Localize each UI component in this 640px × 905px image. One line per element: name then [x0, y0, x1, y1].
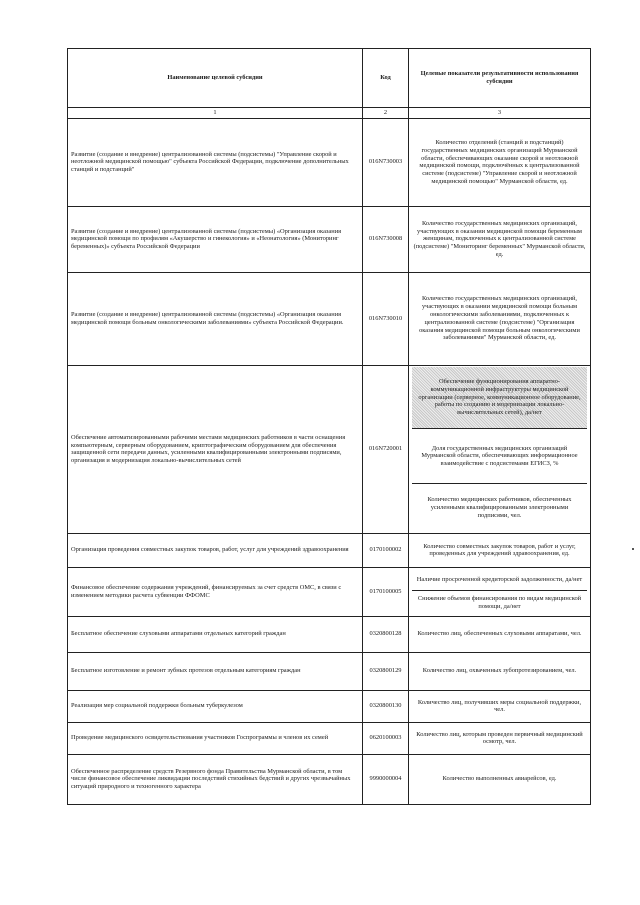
indicator: Количество совместных закупок товаров, работ и услуг, проведенных для учреждений здравоохранения, ед. — [409, 533, 591, 567]
indicator: Количество медицинских работников, обеспеченных усиленными квалифицированными электронными подписями, чел. — [427, 496, 572, 519]
indicator-cell — [409, 365, 591, 533]
table-row — [68, 365, 591, 533]
header-indicators: Целевые показатели результативности использования субсидии — [409, 49, 591, 108]
subsidy-code: 0320800128 — [363, 616, 409, 652]
subsidy-name: Обеспеченное распределение средств Резервного фонда Правительства Мурманской области, в том числе финансовое обеспечение ликвидации последствий стихийных бедствий и других чрезвычайных ситуаций природного и техногенного характера — [68, 754, 363, 804]
indicator: Наличие просроченной кредиторской задолженности, да/нет — [412, 569, 587, 591]
indicator-cell — [409, 567, 591, 616]
column-number: 3 — [409, 108, 591, 119]
subsidy-code: 0620100003 — [363, 722, 409, 754]
subsidy-code: 0170100005 — [363, 567, 409, 616]
column-number-row — [68, 108, 591, 119]
subsidy-name: Бесплатное обеспечение слуховыми аппаратами отдельных категорий граждан — [68, 616, 363, 652]
subsidy-code: 0320800129 — [363, 652, 409, 690]
subsidy-name: Развитие (создание и внедрение) централизованной системы (подсистемы) "Управление скорой и неотложной медицинской помощью" субъекта Российской Федерации, подключение дополнительных станций и подстанций" — [68, 118, 363, 206]
indicator: Снижение объемов финансирования по видам медицинской помощи, да/нет — [417, 595, 582, 611]
subsidy-name: Реализация мер социальной поддержки больным туберкулезом — [68, 690, 363, 722]
table-row — [68, 272, 591, 365]
table-header-row — [68, 49, 591, 108]
subsidy-name: Обеспечение автоматизированными рабочими местами медицинских работников в части оснащения компьютерным, серверным оборудованием, криптографическим оборудованием для обеспечения защищенной сети передачи данных, усиленными квалифицированными электронными подписями, организация и модернизация локально-вычислительных сетей — [68, 365, 363, 533]
subsidy-name: Проведение медицинского освидетельствования участников Госпрограммы и членов их семей — [68, 722, 363, 754]
table-row — [68, 533, 591, 567]
indicator: Количество лиц, получивших меры социальной поддержки, чел. — [409, 690, 591, 722]
table-row — [68, 118, 591, 206]
table-row — [68, 690, 591, 722]
column-number: 2 — [363, 108, 409, 119]
subsidy-code: 9990000004 — [363, 754, 409, 804]
subsidy-name: Развитие (создание и внедрение) централизованной системы (подсистемы) «Организация оказания медицинской помощи по профилям «Акушерство и гинекология» и «Неонатология» (Мониторинг беременных)» субъекта Российской Федерации — [68, 206, 363, 272]
indicator: Обеспечение функционирования аппаратно-коммуникационной инфраструктуры медицинской организации (серверное, коммуникационное оборудование, работы по созданию и модернизации локально-вычислительных сетей), да/нет — [412, 367, 587, 429]
table-row — [68, 616, 591, 652]
subsidy-table — [67, 48, 591, 805]
subsidy-code: 016N720001 — [363, 365, 409, 533]
indicator-list — [412, 367, 587, 532]
indicator: Количество лиц, обеспеченных слуховыми аппаратами, чел. — [409, 616, 591, 652]
table-row — [68, 567, 591, 616]
indicator: Количество лиц, которым проведен первичный медицинский осмотр, чел. — [409, 722, 591, 754]
scan-speck — [632, 548, 634, 550]
table-row — [68, 722, 591, 754]
indicator: Количество отделений (станций и подстанций) государственных медицинских организаций Мурманской области, обеспечивающих оказание скорой и неотложной медицинской помощи, подключённых к централизованной системе (подсистеме) "Управление скорой и неотложной медицинской помощью" Мурманской области, ед. — [409, 118, 591, 206]
header-name: Наименование целевой субсидии — [68, 49, 363, 108]
indicator: Количество государственных медицинских организаций, участвующих в оказании медицинской помощи беременным женщинам, подключенных к централизованной системе (подсистеме) "Мониторинг беременных" Мурманской области, ед. — [409, 206, 591, 272]
subsidy-code: 0320800130 — [363, 690, 409, 722]
table-row — [68, 652, 591, 690]
subsidy-name: Развитие (создание и внедрение) централизованной системы (подсистемы) «Организация оказания медицинской помощи больным онкологическими заболеваниями» субъекта Российской Федерации. — [68, 272, 363, 365]
column-number: 1 — [68, 108, 363, 119]
subsidy-name: Бесплатное изготовление и ремонт зубных протезов отдельным категориям граждан — [68, 652, 363, 690]
indicator: Количество выполненных авиарейсов, ед. — [409, 754, 591, 804]
subsidy-code: 0170100002 — [363, 533, 409, 567]
indicator: Количество государственных медицинских организаций, участвующих в оказании медицинской помощи больным онкологическими заболеваниями, подключенных к централизованной системе (подсистеме) "Организация оказания медицинской помощи больным онкологическими заболеваниями" Мурманской области, ед. — [409, 272, 591, 365]
subsidy-name: Финансовое обеспечение содержания учреждений, финансируемых за счет средств ОМС, в связи с изменением методики расчета субвенции ФФОМС — [68, 567, 363, 616]
subsidy-code: 016N730008 — [363, 206, 409, 272]
subsidy-name: Организация проведения совместных закупок товаров, работ, услуг для учреждений здравоохранения — [68, 533, 363, 567]
indicator: Доля государственных медицинских организаций Мурманской области, обеспечивающих информационное взаимодействие с подсистемами ЕГИСЗ, % — [412, 429, 587, 484]
header-code: Код — [363, 49, 409, 108]
indicator-list — [412, 569, 587, 615]
indicator: Количество лиц, охваченных зубопротезированием, чел. — [409, 652, 591, 690]
table-row — [68, 206, 591, 272]
subsidy-code: 016N730010 — [363, 272, 409, 365]
table-row — [68, 754, 591, 804]
subsidy-code: 016N730003 — [363, 118, 409, 206]
